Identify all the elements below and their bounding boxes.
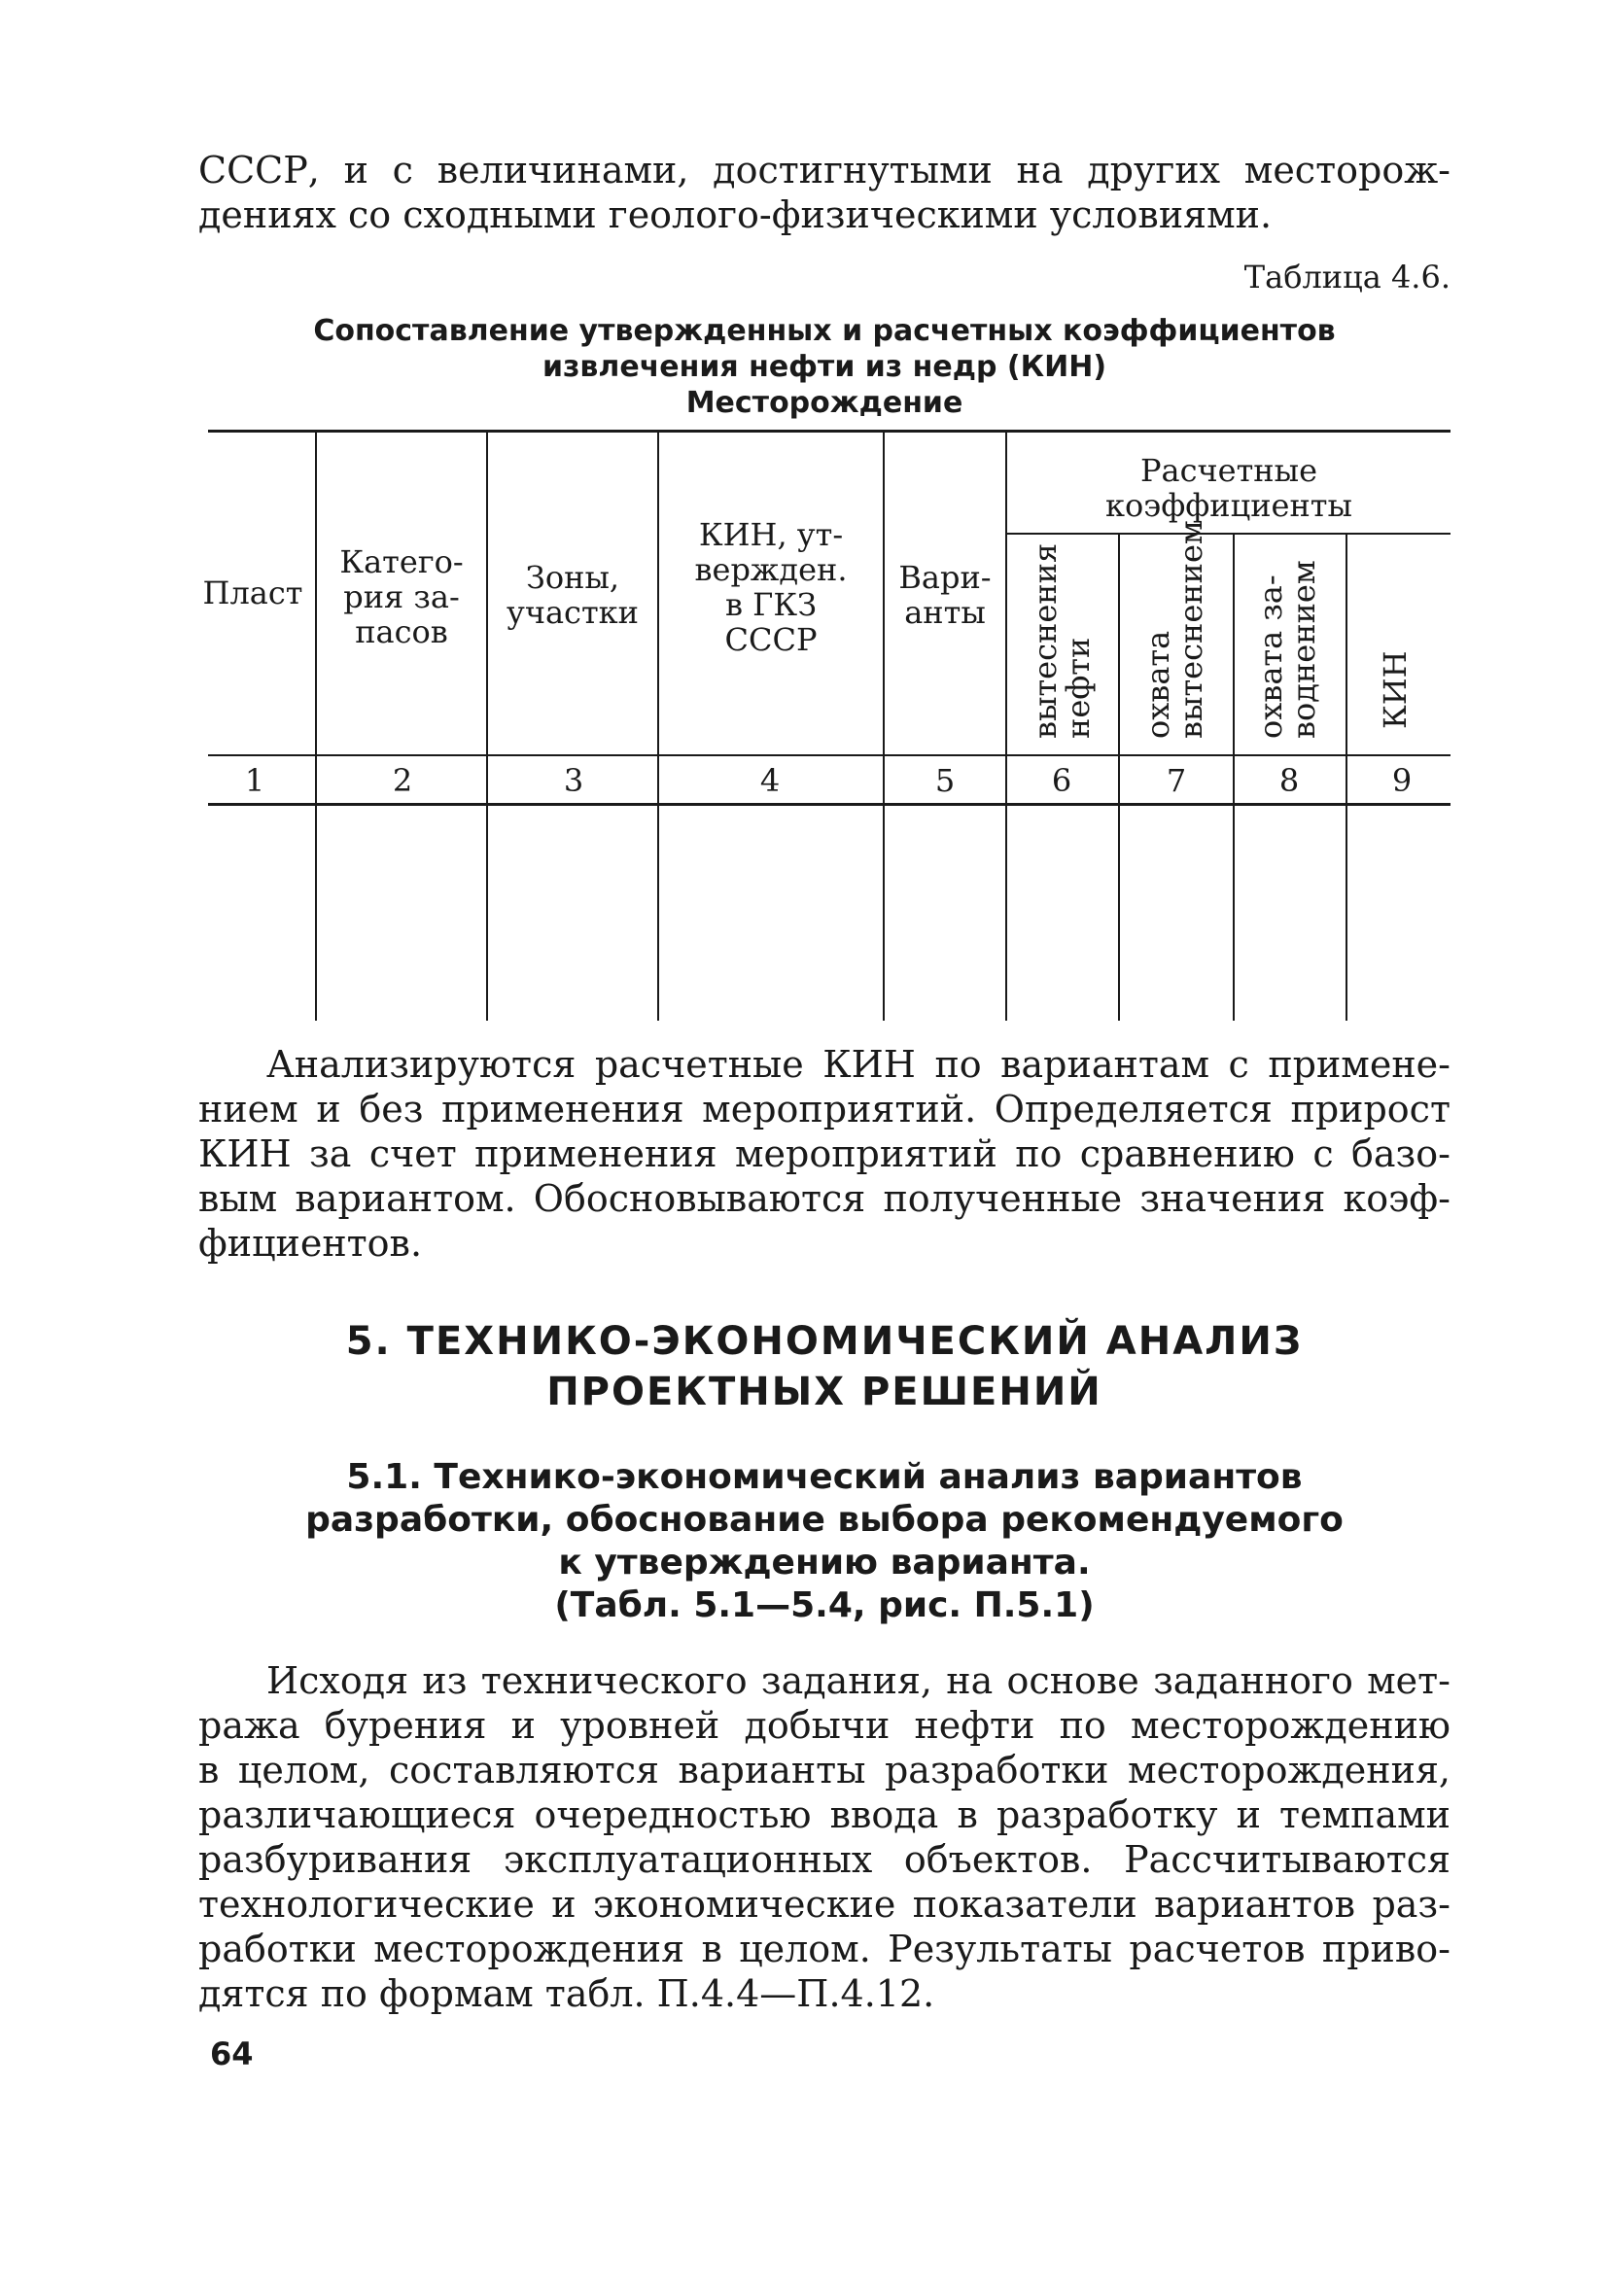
subheader-displacement [1029,543,1095,739]
column-number: 6 [1051,762,1072,799]
intro-paragraph [198,148,1451,237]
subheader-coverage-flooding-line-1: охвата за- [1252,574,1289,739]
header-kin-approved [659,517,883,657]
subheader-coverage-displacement [1141,520,1207,739]
subheader-displacement-line-2: нефти [1060,637,1097,739]
paragraph-line: работки месторождения в целом. Результаты расчетов приво- [198,1928,1451,1970]
header-category-line-3: пасов [355,613,448,650]
page-number: 64 [210,2035,254,2072]
subheader-coverage-displacement-line-1: охвата [1139,630,1176,739]
header-category [317,544,486,649]
section-heading-line-2: ПРОЕКТНЫХ РЕШЕНИЙ [546,1370,1102,1414]
col-divider-8 [1346,535,1347,1021]
subheader-coverage-flooding [1254,560,1320,739]
column-number: 3 [563,762,584,799]
header-calc-group-line-1: Расчетные [1139,452,1318,489]
table-title-line-1: Сопоставление утвержденных и расчетных коэффициентов [313,314,1336,348]
column-number: 9 [1391,762,1413,799]
col-divider-4 [883,432,885,1021]
subsection-heading-line-1: 5.1. Технико-экономический анализ вариантов [346,1457,1303,1497]
header-variants-line-1: Вари- [898,559,992,596]
col-divider-6 [1118,535,1120,1021]
column-number: 2 [392,762,413,799]
header-zones-line-1: Зоны, [525,559,620,596]
paragraph-line: Исходя из технического задания, на основе заданного мет- [266,1659,1451,1702]
paragraph-line: вым вариантом. Обосновываются полученные значения коэф- [198,1177,1451,1220]
header-zones-line-2: участки [506,594,639,631]
table-top-rule [208,430,1451,433]
header-category-line-2: рия за- [343,578,460,615]
section-heading [198,1316,1451,1417]
header-kin-approved-line-4: СССР [724,621,818,658]
header-category-line-1: Катего- [339,543,464,580]
variants-paragraph [198,1658,1451,2016]
subsection-heading-line-3: к утверждению варианта. [558,1543,1091,1583]
column-number: 1 [244,762,265,799]
header-kin-approved-line-3: в ГКЗ [724,586,818,623]
table-numbers-bottom-rule [208,803,1451,806]
table-header-bottom-rule [208,754,1451,756]
paragraph-line: разбуривания эксплуатационных объектов. Рассчитываются [198,1838,1451,1881]
col-divider-7 [1233,535,1235,1021]
table-label: Таблица 4.6. [1243,259,1451,296]
table-title [198,313,1451,421]
col-divider-1 [315,432,317,1021]
header-zones [488,560,657,630]
paragraph-line: различающиеся очередностью ввода в разработку и темпами [198,1793,1451,1836]
paragraph-line: фициентов. [198,1222,423,1265]
paragraph-line: в целом, составляются варианты разработки месторождения, [198,1749,1451,1792]
header-variants [885,560,1005,630]
subsection-heading-line-4: (Табл. 5.1—5.4, рис. П.5.1) [554,1585,1095,1625]
subheader-kin-line-1: КИН [1377,650,1414,729]
paragraph-line: дятся по формам табл. П.4.4—П.4.12. [198,1972,935,2015]
subheader-coverage-flooding-line-2: воднением [1285,560,1322,739]
header-calc-group [1007,453,1451,523]
table-title-line-2: извлечения нефти из недр (КИН) [542,350,1107,384]
column-number: 7 [1166,762,1187,799]
table-title-line-3: Месторождение [685,386,963,420]
paragraph-line: ража бурения и уровней добычи нефти по месторождению [198,1704,1451,1747]
header-kin-approved-line-1: КИН, ут- [698,516,844,553]
subsection-heading [198,1456,1451,1627]
table-subheader-rule [1007,533,1451,535]
paragraph-line: Анализируются расчетные КИН по вариантам с примене- [266,1043,1451,1086]
subheader-kin [1379,650,1412,729]
column-number: 4 [759,762,781,799]
header-variants-line-2: анты [904,594,986,631]
subheader-displacement-line-1: вытеснения [1027,542,1064,739]
section-heading-line-1: 5. ТЕХНИКО-ЭКОНОМИЧЕСКИЙ АНАЛИЗ [345,1319,1304,1364]
header-calc-group-line-2: коэффициенты [1105,487,1352,524]
analysis-paragraph [198,1042,1451,1266]
paragraph-line: технологические и экономические показатели вариантов раз- [198,1883,1451,1926]
subsection-heading-line-2: разработки, обоснование выбора рекомендуемого [305,1500,1344,1540]
column-number: 5 [934,762,956,799]
header-plast: Пласт [202,574,303,611]
paragraph-line: нием и без применения мероприятий. Определяется прирост [198,1088,1451,1131]
header-kin-approved-line-2: вержден. [694,551,848,588]
paragraph-line: КИН за счет применения мероприятий по сравнению с базо- [198,1132,1451,1175]
column-number: 8 [1278,762,1300,799]
subheader-coverage-displacement-line-2: вытеснением [1172,520,1209,739]
col-divider-2 [486,432,488,1021]
intro-line-2: дениях со сходными геолого-физическими условиями. [198,193,1273,236]
intro-line-1: СССР, и с величинами, достигнутыми на других месторож- [198,149,1451,191]
